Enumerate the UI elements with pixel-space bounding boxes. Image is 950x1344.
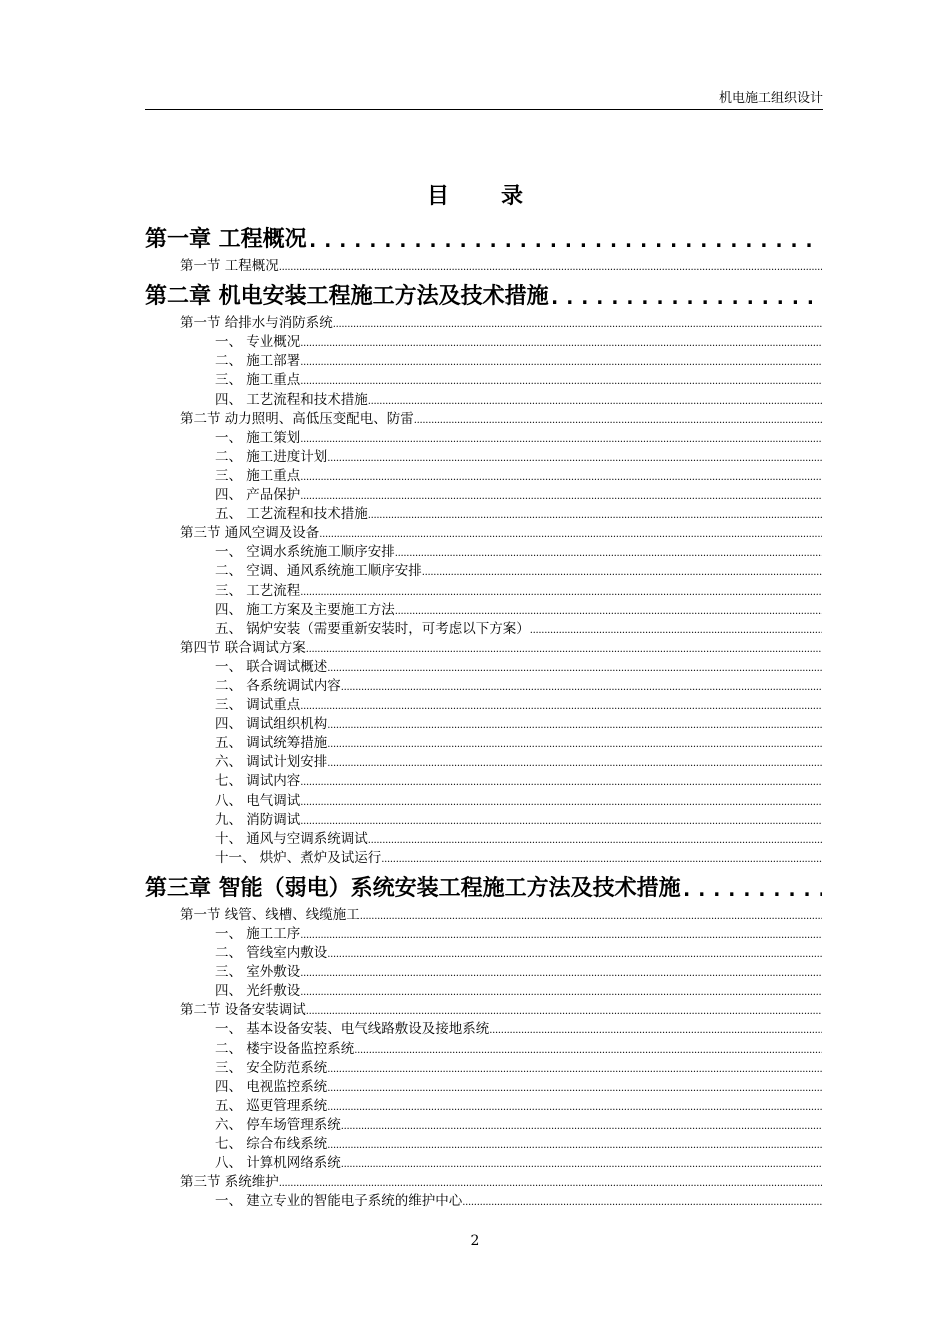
toc-entry-text: 五、 锅炉安装（需要重新安装时，可考虑以下方案） <box>215 620 530 637</box>
toc-subsection-entry[interactable] <box>145 943 822 962</box>
toc-entry-text: 八、 电气调试 <box>215 792 301 809</box>
dot-leader <box>368 508 822 523</box>
toc-subsection-entry[interactable] <box>145 370 822 389</box>
toc-subsection-entry[interactable] <box>145 485 822 504</box>
dot-leader <box>300 966 822 981</box>
toc-subsection-entry[interactable] <box>145 676 822 695</box>
toc-subsection-entry[interactable] <box>145 714 822 733</box>
toc-entry-text: 四、 电视监控系统 <box>215 1078 328 1095</box>
toc-subsection-entry[interactable] <box>145 389 822 408</box>
toc-subsection-entry[interactable] <box>145 848 822 867</box>
toc-subsection-entry[interactable] <box>145 1058 822 1077</box>
toc-entry-text: 二、 空调、通风系统施工顺序安排 <box>215 563 422 580</box>
dot-leader <box>368 394 822 409</box>
dot-leader <box>530 623 822 638</box>
toc-entry-text: 四、 调试组织机构 <box>215 716 328 733</box>
dot-leader <box>395 604 822 619</box>
dot-leader <box>360 909 822 924</box>
toc-entry-text: 第四节 联合调试方案 <box>180 639 306 656</box>
dot-leader <box>327 1062 822 1077</box>
dot-leader <box>327 947 822 962</box>
toc-subsection-entry[interactable] <box>145 981 822 1000</box>
dot-leader <box>300 814 822 829</box>
dot-leader <box>307 224 822 256</box>
toc-entry-text: 一、 施工工序 <box>215 926 301 942</box>
toc-section-entry[interactable] <box>145 1172 822 1191</box>
toc-subsection-entry[interactable] <box>145 1019 822 1038</box>
toc-chapter-entry[interactable] <box>145 218 822 256</box>
toc-entry-text: 四、 光纤敷设 <box>215 983 301 1000</box>
dot-leader <box>422 565 822 580</box>
toc-subsection-entry[interactable] <box>145 428 822 447</box>
toc-entry-text: 三、 施工重点 <box>215 467 301 484</box>
toc-entry-text: 二、 施工进度计划 <box>215 448 328 465</box>
dot-leader <box>395 546 822 561</box>
dot-leader <box>300 374 822 389</box>
toc-entry-text: 第三章 智能（弱电）系统安装工程施工方法及技术措施 <box>145 875 681 901</box>
dot-leader <box>300 928 822 943</box>
toc-subsection-entry[interactable] <box>145 962 822 981</box>
toc-entry-text: 第二章 机电安装工程施工方法及技术措施 <box>145 284 549 310</box>
toc-entry-text: 五、 调试统筹措施 <box>215 735 328 752</box>
dot-leader <box>327 737 822 752</box>
toc-subsection-entry[interactable] <box>145 1134 822 1153</box>
dot-leader <box>300 775 822 790</box>
toc-entry-text: 四、 施工方案及主要施工方法 <box>215 601 395 618</box>
toc-entry-text: 一、 基本设备安装、电气线路敷设及接地系统 <box>215 1021 490 1038</box>
dot-leader <box>354 1043 822 1058</box>
toc-subsection-entry[interactable] <box>145 695 822 714</box>
dot-leader <box>327 1081 822 1096</box>
toc-subsection-entry[interactable] <box>145 447 822 466</box>
toc-entry-text: 三、 施工重点 <box>215 372 301 389</box>
toc-subsection-entry[interactable] <box>145 504 822 523</box>
dot-leader <box>300 795 822 810</box>
dot-leader <box>279 260 822 275</box>
toc-subsection-entry[interactable] <box>145 542 822 561</box>
toc-section-entry[interactable] <box>145 313 822 332</box>
toc-chapter-entry[interactable] <box>145 275 822 313</box>
toc-entry-text: 一、 空调水系统施工顺序安排 <box>215 544 395 561</box>
dot-leader <box>414 413 822 428</box>
toc-entry-text: 五、 巡更管理系统 <box>215 1097 328 1114</box>
toc-subsection-entry[interactable] <box>145 580 822 599</box>
dot-leader <box>327 718 822 733</box>
header-rule <box>145 109 823 110</box>
toc-title-right: 录 <box>501 184 524 209</box>
dot-leader <box>341 1119 822 1134</box>
toc-entry-text: 四、 工艺流程和技术措施 <box>215 391 368 408</box>
toc-subsection-entry[interactable] <box>145 924 822 943</box>
toc-entry-text: 六、 调试计划安排 <box>215 754 328 771</box>
toc-entry-text: 七、 综合布线系统 <box>215 1136 328 1153</box>
toc-entry-text: 一、 建立专业的智能电子系统的维护中心 <box>215 1193 463 1210</box>
toc-entry-text: 二、 各系统调试内容 <box>215 677 341 694</box>
page-number: 2 <box>470 1233 480 1249</box>
toc-subsection-entry[interactable] <box>145 810 822 829</box>
dot-leader <box>279 1176 822 1191</box>
toc-entry-text: 一、 专业概况 <box>215 334 301 351</box>
toc-entry-text: 六、 停车场管理系统 <box>215 1116 341 1133</box>
toc-entry-text: 第一章 工程概况 <box>145 227 307 252</box>
toc-entry-text: 三、 调试重点 <box>215 697 301 714</box>
toc-section-entry[interactable] <box>145 905 822 924</box>
dot-leader <box>327 451 822 466</box>
toc-entry-text: 二、 管线室内敷设 <box>215 945 328 962</box>
toc-entry-text: 四、 产品保护 <box>215 487 301 504</box>
toc-section-entry[interactable] <box>145 256 822 275</box>
dot-leader <box>341 1157 822 1172</box>
toc-section-entry[interactable] <box>145 523 822 542</box>
toc-subsection-entry[interactable] <box>145 466 822 485</box>
toc-subsection-entry[interactable] <box>145 1191 822 1210</box>
toc-entry-text: 第二节 动力照明、高低压变配电、防雷 <box>180 410 414 427</box>
dot-leader <box>327 1100 822 1115</box>
dot-leader <box>327 1138 822 1153</box>
toc-entry-text: 第一节 给排水与消防系统 <box>180 315 333 332</box>
toc-subsection-entry[interactable] <box>145 733 822 752</box>
toc-entry-text: 三、 室外敷设 <box>215 964 301 981</box>
toc-subsection-entry[interactable] <box>145 351 822 370</box>
toc-subsection-entry[interactable] <box>145 1115 822 1134</box>
toc-entry-text: 十一、 烘炉、煮炉及试运行 <box>215 849 382 866</box>
dot-leader <box>381 852 822 867</box>
dot-leader <box>489 1023 822 1038</box>
dot-leader <box>300 985 822 1000</box>
dot-leader <box>300 336 822 351</box>
dot-leader <box>549 281 822 313</box>
dot-leader <box>462 1195 822 1210</box>
toc-entry-text: 八、 计算机网络系统 <box>215 1155 341 1172</box>
toc-subsection-entry[interactable] <box>145 619 822 638</box>
toc-entry-text: 第一节 工程概况 <box>180 258 279 275</box>
toc-subsection-entry[interactable] <box>145 1038 822 1057</box>
dot-leader <box>368 833 822 848</box>
toc-subsection-entry[interactable] <box>145 561 822 580</box>
toc-entry-text: 二、 施工部署 <box>215 353 301 370</box>
toc-subsection-entry[interactable] <box>145 657 822 676</box>
toc-entry-text: 五、 工艺流程和技术措施 <box>215 506 368 523</box>
dot-leader <box>319 527 822 542</box>
dot-leader <box>300 585 822 600</box>
dot-leader <box>306 1004 822 1019</box>
dot-leader <box>681 873 822 905</box>
toc-entry-text: 第二节 设备安装调试 <box>180 1002 306 1019</box>
toc-subsection-entry[interactable] <box>145 1096 822 1115</box>
table-of-contents <box>145 218 822 1210</box>
toc-entry-text: 三、 安全防范系统 <box>215 1059 328 1076</box>
toc-chapter-entry[interactable] <box>145 867 822 905</box>
toc-subsection-entry[interactable] <box>145 752 822 771</box>
dot-leader <box>300 699 822 714</box>
toc-subsection-entry[interactable] <box>145 829 822 848</box>
toc-entry-text: 七、 调试内容 <box>215 773 301 790</box>
toc-subsection-entry[interactable] <box>145 600 822 619</box>
toc-entry-text: 二、 楼宇设备监控系统 <box>215 1040 355 1057</box>
toc-entry-text: 十、 通风与空调系统调试 <box>215 830 368 847</box>
toc-section-entry[interactable] <box>145 638 822 657</box>
toc-entry-text: 第一节 线管、线槽、线缆施工 <box>180 906 360 923</box>
dot-leader <box>300 489 822 504</box>
toc-entry-text: 第三节 系统维护 <box>180 1174 279 1191</box>
toc-title-left: 目 <box>426 184 449 209</box>
toc-entry-text: 一、 施工策划 <box>215 429 301 446</box>
toc-entry-text: 一、 联合调试概述 <box>215 658 328 675</box>
toc-subsection-entry[interactable] <box>145 1077 822 1096</box>
toc-subsection-entry[interactable] <box>145 332 822 351</box>
toc-subsection-entry[interactable] <box>145 790 822 809</box>
toc-section-entry[interactable] <box>145 409 822 428</box>
toc-entry-text: 三、 工艺流程 <box>215 582 301 599</box>
dot-leader <box>327 661 822 676</box>
toc-entry-text: 九、 消防调试 <box>215 811 301 828</box>
toc-entry-text: 第三节 通风空调及设备 <box>180 525 320 542</box>
running-header: 机电施工组织设计 <box>718 91 823 106</box>
dot-leader <box>333 317 822 332</box>
dot-leader <box>327 756 822 771</box>
toc-title <box>0 182 950 212</box>
toc-subsection-entry[interactable] <box>145 771 822 790</box>
dot-leader <box>306 642 822 657</box>
toc-subsection-entry[interactable] <box>145 1153 822 1172</box>
toc-section-entry[interactable] <box>145 1000 822 1019</box>
dot-leader <box>341 680 822 695</box>
dot-leader <box>300 432 822 447</box>
dot-leader <box>300 470 822 485</box>
dot-leader <box>300 355 822 370</box>
